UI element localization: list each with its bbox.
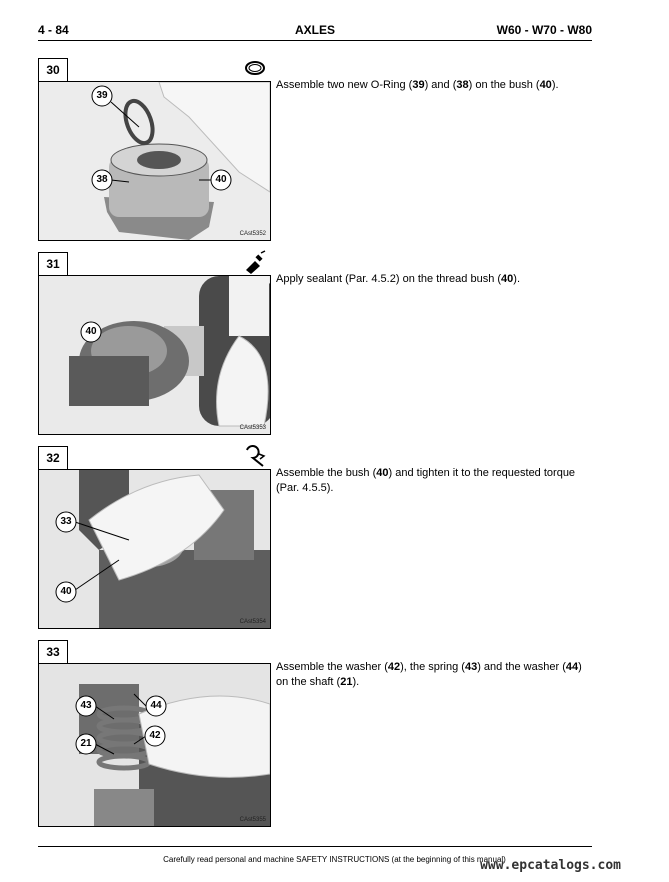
step-photo	[38, 275, 271, 435]
callout-38: 38	[96, 174, 108, 185]
footer-divider	[38, 846, 592, 847]
step-instruction: Assemble two new O-Ring (39) and (38) on the bush (40).	[276, 79, 559, 91]
section-title: AXLES	[294, 23, 335, 37]
callout-39: 39	[96, 90, 108, 101]
model-list: W60 - W70 - W80	[496, 23, 592, 37]
image-reference: CAst5355	[239, 817, 266, 823]
image-reference: CAst5354	[239, 619, 266, 625]
page-header	[38, 20, 592, 41]
watermark: www.epcatalogs.com	[480, 858, 621, 873]
step-photo	[38, 81, 271, 241]
step-photo	[38, 663, 271, 827]
callout-42: 42	[149, 730, 161, 741]
image-reference: CAst5352	[239, 231, 266, 237]
callout-40: 40	[60, 586, 72, 597]
step-number: 31	[38, 252, 68, 276]
o-ring-icon	[243, 56, 267, 80]
step-number: 30	[38, 58, 68, 82]
step-instruction: Assemble the bush (40) and tighten it to the requested torque (Par. 4.5.5).	[276, 467, 576, 494]
image-reference: CAst5353	[239, 425, 266, 431]
torque-wrench-icon	[243, 444, 267, 468]
step-30	[38, 58, 592, 242]
callout-40: 40	[215, 174, 227, 185]
callout-40: 40	[85, 326, 97, 337]
step-instruction: Apply sealant (Par. 4.5.2) on the thread bush (40).	[276, 273, 521, 285]
callout-21: 21	[80, 738, 92, 749]
step-number: 33	[38, 640, 68, 664]
step-31	[38, 252, 592, 436]
sealant-tube-icon	[243, 250, 267, 274]
step-photo	[38, 469, 271, 629]
page-number: 4 - 84	[38, 23, 69, 37]
footer-safety-note: Carefully read personal and machine SAFETY INSTRUCTIONS (at the beginning of this manual)	[163, 855, 506, 864]
step-32	[38, 446, 592, 630]
step-number: 32	[38, 446, 68, 470]
step-33	[38, 640, 592, 826]
callout-44: 44	[150, 700, 162, 711]
callout-33: 33	[60, 516, 72, 527]
callout-43: 43	[80, 700, 92, 711]
step-instruction: Assemble the washer (42), the spring (43) and the washer (44) on the shaft (21).	[276, 661, 582, 688]
